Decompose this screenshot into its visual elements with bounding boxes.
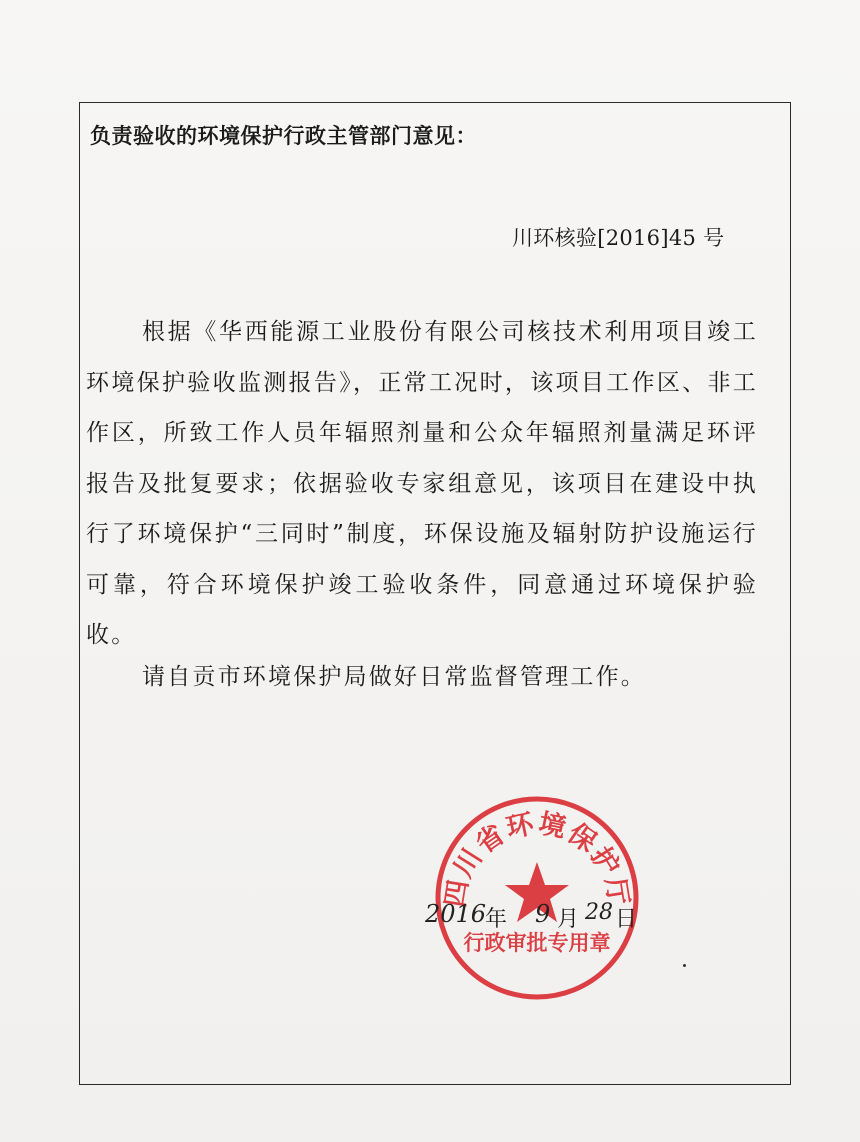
scan-speck	[683, 964, 686, 967]
date-year: 2016	[425, 900, 487, 928]
supervision-paragraph: 请自贡市环境保护局做好日常监督管理工作。	[142, 664, 646, 690]
seal-outer-text: 四川省环境保护厅	[439, 808, 635, 910]
official-seal-graphic	[433, 794, 641, 1002]
official-seal	[433, 794, 641, 1002]
date-day: 28	[585, 900, 613, 925]
date-month-unit: 月	[557, 907, 580, 932]
approval-paragraph: 根据《华西能源工业股份有限公司核技术利用项目竣工环境保护验收监测报告》，正常工况时，该项目工作区、非工作区，所致工作人员年辐照剂量和公众年辐照剂量满足环评报告及批复要求；依据验收专家组意见，该项目在建设中执行了环境保护“三同时”制度，环保设施及辐射防护设施运行可靠，符合环境保护竣工验收条件，同意通过环境保护验收。	[86, 319, 758, 648]
date-month: 9	[535, 900, 551, 928]
date-day-unit: 日	[615, 907, 638, 932]
seal-inner-text: 行政审批专用章	[463, 931, 611, 955]
document-number: 川环核验[2016]45 号	[512, 226, 725, 250]
date-year-unit: 年	[485, 907, 508, 932]
section-heading: 负责验收的环境保护行政主管部门意见：	[90, 123, 477, 148]
